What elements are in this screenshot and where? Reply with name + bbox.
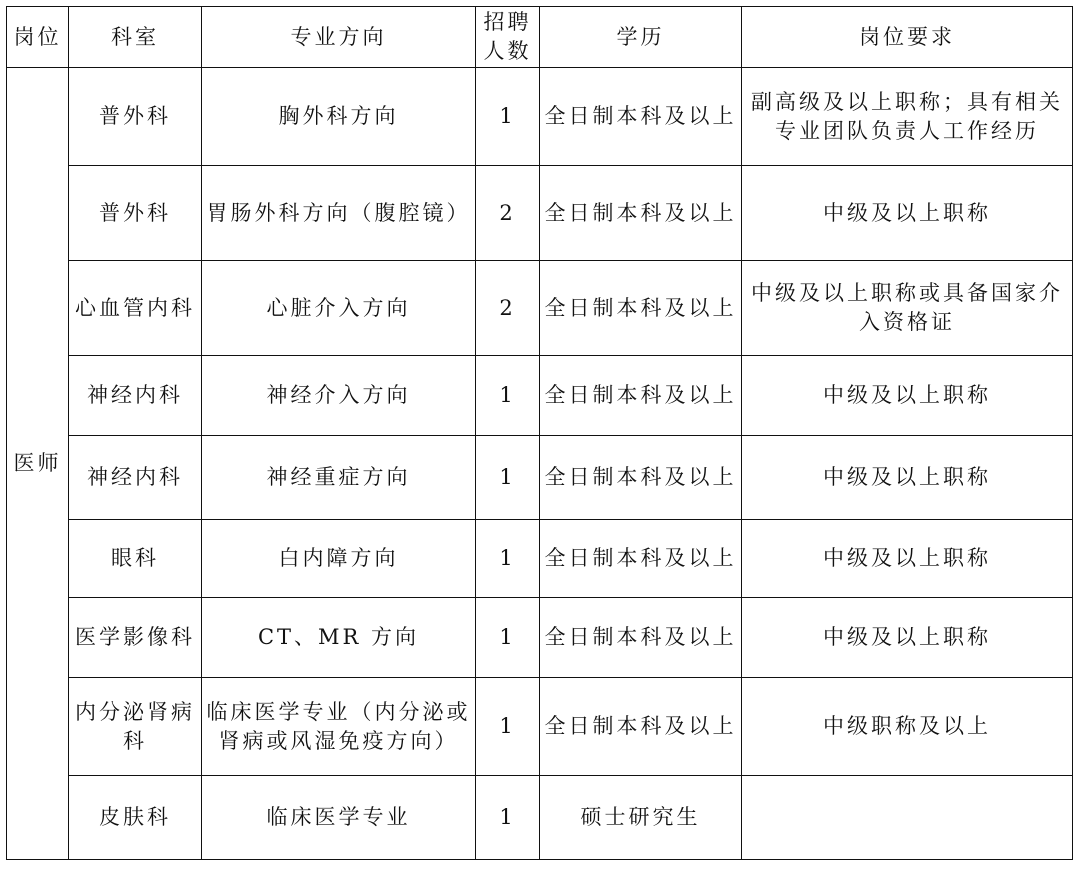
education-cell: 全日制本科及以上 bbox=[540, 356, 742, 436]
header-direction: 专业方向 bbox=[202, 7, 476, 68]
department-cell: 眼科 bbox=[69, 520, 202, 598]
table-header bbox=[7, 7, 1073, 68]
education-cell: 全日制本科及以上 bbox=[540, 68, 742, 166]
table-row bbox=[7, 356, 1073, 436]
header-count bbox=[476, 7, 540, 68]
direction-cell: CT、MR 方向 bbox=[202, 598, 476, 678]
direction-cell: 白内障方向 bbox=[202, 520, 476, 598]
direction-cell: 临床医学专业（内分泌或肾病或风湿免疫方向） bbox=[202, 678, 476, 776]
direction-cell: 胸外科方向 bbox=[202, 68, 476, 166]
count-cell: 1 bbox=[476, 520, 540, 598]
requirements-cell: 中级及以上职称 bbox=[742, 356, 1073, 436]
count-cell: 1 bbox=[476, 356, 540, 436]
direction-cell: 胃肠外科方向（腹腔镜） bbox=[202, 166, 476, 261]
recruitment-table bbox=[6, 6, 1073, 860]
direction-cell: 神经介入方向 bbox=[202, 356, 476, 436]
header-education: 学历 bbox=[540, 7, 742, 68]
department-cell: 普外科 bbox=[69, 166, 202, 261]
count-cell: 2 bbox=[476, 166, 540, 261]
department-cell: 神经内科 bbox=[69, 436, 202, 520]
department-cell: 心血管内科 bbox=[69, 261, 202, 356]
table-row bbox=[7, 166, 1073, 261]
requirements-cell: 中级及以上职称 bbox=[742, 166, 1073, 261]
education-cell: 全日制本科及以上 bbox=[540, 598, 742, 678]
header-requirements: 岗位要求 bbox=[742, 7, 1073, 68]
table-row bbox=[7, 436, 1073, 520]
direction-cell: 临床医学专业 bbox=[202, 776, 476, 860]
table-row bbox=[7, 261, 1073, 356]
requirements-cell: 副高级及以上职称；具有相关专业团队负责人工作经历 bbox=[742, 68, 1073, 166]
education-cell: 全日制本科及以上 bbox=[540, 678, 742, 776]
post-cell: 医师 bbox=[7, 68, 69, 860]
table-body bbox=[7, 68, 1073, 860]
table-row bbox=[7, 520, 1073, 598]
requirements-cell: 中级及以上职称 bbox=[742, 520, 1073, 598]
header-post: 岗位 bbox=[7, 7, 69, 68]
header-department: 科室 bbox=[69, 7, 202, 68]
department-cell: 皮肤科 bbox=[69, 776, 202, 860]
direction-cell: 心脏介入方向 bbox=[202, 261, 476, 356]
header-count-line2: 人数 bbox=[483, 39, 532, 63]
requirements-cell: 中级及以上职称 bbox=[742, 598, 1073, 678]
requirements-cell: 中级职称及以上 bbox=[742, 678, 1073, 776]
count-cell: 2 bbox=[476, 261, 540, 356]
department-cell: 普外科 bbox=[69, 68, 202, 166]
count-cell: 1 bbox=[476, 598, 540, 678]
requirements-cell: 中级及以上职称或具备国家介入资格证 bbox=[742, 261, 1073, 356]
count-cell: 1 bbox=[476, 678, 540, 776]
education-cell: 硕士研究生 bbox=[540, 776, 742, 860]
table-row bbox=[7, 776, 1073, 860]
education-cell: 全日制本科及以上 bbox=[540, 520, 742, 598]
table-row bbox=[7, 678, 1073, 776]
education-cell: 全日制本科及以上 bbox=[540, 436, 742, 520]
requirements-cell bbox=[742, 776, 1073, 860]
department-cell: 神经内科 bbox=[69, 356, 202, 436]
education-cell: 全日制本科及以上 bbox=[540, 166, 742, 261]
direction-cell: 神经重症方向 bbox=[202, 436, 476, 520]
table-row bbox=[7, 68, 1073, 166]
header-count-line1: 招聘 bbox=[483, 10, 532, 34]
requirements-cell: 中级及以上职称 bbox=[742, 436, 1073, 520]
education-cell: 全日制本科及以上 bbox=[540, 261, 742, 356]
count-cell: 1 bbox=[476, 436, 540, 520]
count-cell: 1 bbox=[476, 776, 540, 860]
department-cell: 医学影像科 bbox=[69, 598, 202, 678]
table-row bbox=[7, 598, 1073, 678]
header-row bbox=[7, 7, 1073, 68]
department-cell: 内分泌肾病科 bbox=[69, 678, 202, 776]
count-cell: 1 bbox=[476, 68, 540, 166]
